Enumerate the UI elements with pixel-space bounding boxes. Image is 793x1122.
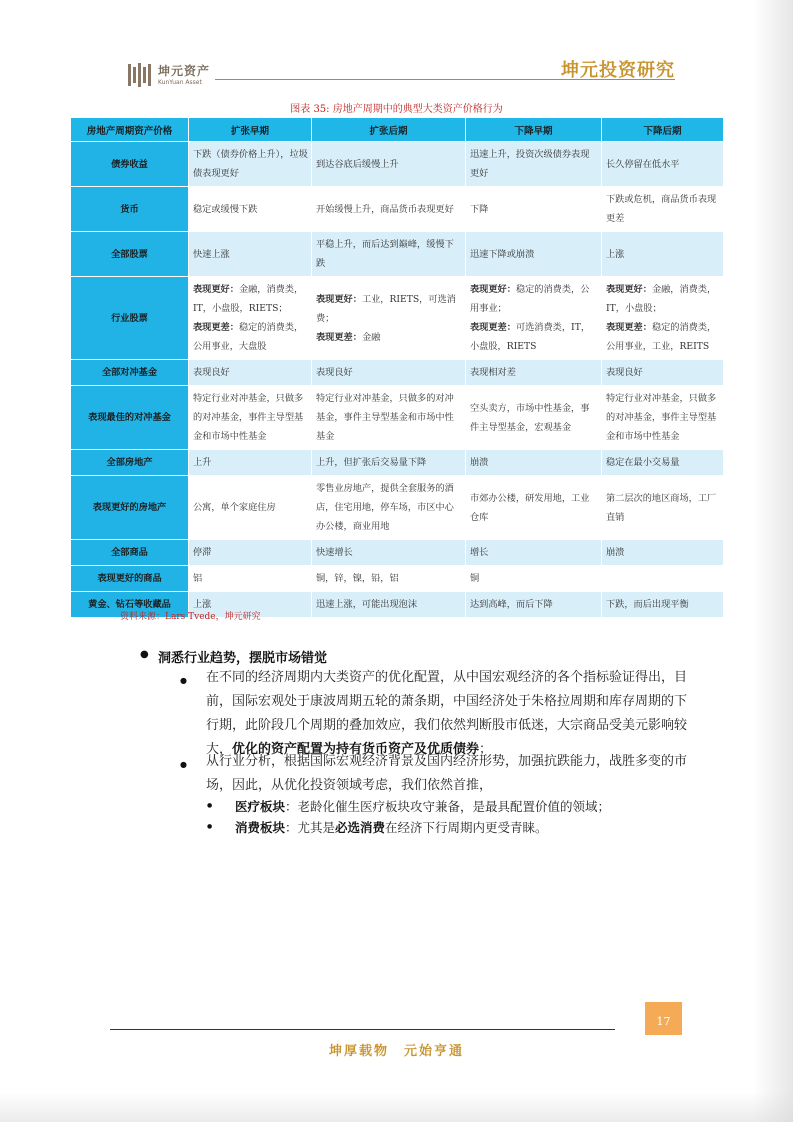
row-label: 全部对冲基金	[71, 360, 189, 386]
better-label: 表现更好：	[193, 284, 239, 295]
table-row	[71, 386, 724, 450]
column-header: 下降后期	[602, 118, 724, 142]
worse-text: 可选消费类，IT，小盘股，RIETS	[470, 322, 591, 352]
table-cell: 迅速上涨，可能出现泡沫	[312, 592, 466, 618]
table-cell	[602, 277, 724, 360]
worse-text: 稳定的消费类，公用事业，大盘股	[193, 322, 304, 352]
bullet-icon: ●	[207, 802, 213, 809]
better-text: 金融，消费类，IT，小盘股，RIETS；	[193, 284, 304, 314]
better-text: 金融，消费类，IT，小盘股；	[606, 284, 717, 314]
table-cell: 迅速下降或崩溃	[466, 232, 602, 277]
report-series-title: 坤元投资研究	[561, 60, 675, 81]
row-label: 全部商品	[71, 540, 189, 566]
row-label: 债券收益	[71, 142, 189, 187]
paragraph-end: ；	[479, 742, 493, 757]
table-cell: 下跌，而后出现平衡	[602, 592, 724, 618]
kunyuan-logo-icon	[126, 61, 152, 89]
worse-label: 表现更差：	[193, 322, 239, 333]
column-header: 扩张后期	[312, 118, 466, 142]
bullet-icon: ●	[207, 823, 213, 830]
table-cell: 特定行业对冲基金，只做多的对冲基金，事件主导型基金和市场中性基金	[602, 386, 724, 450]
table-row	[71, 277, 724, 360]
sub-item-title: 医疗板块	[235, 799, 286, 814]
logo-english-name: KunYuan Asset	[158, 78, 202, 86]
table-cell: 稳定在最小交易量	[602, 450, 724, 476]
table-row	[71, 232, 724, 277]
better-text: 工业，RIETS，可选消费；	[316, 293, 456, 324]
table-row	[71, 142, 724, 187]
table-source-note: 资料来源：Lars Tvede，坤元研究	[120, 612, 261, 622]
section-title: 洞悉行业趋势，摆脱市场错觉	[158, 651, 328, 666]
table-cell: 上升，但扩张后交易量下降	[312, 450, 466, 476]
row-label: 货币	[71, 187, 189, 232]
table-row	[71, 476, 724, 540]
figure-caption: 图表 35: 房地产周期中的典型大类资产价格行为	[290, 104, 503, 115]
row-label: 全部房地产	[71, 450, 189, 476]
footer-motto: 坤厚载物 元始亨通	[328, 1044, 464, 1059]
row-label: 全部股票	[71, 232, 189, 277]
column-header: 扩张早期	[189, 118, 312, 142]
table-row	[71, 187, 724, 232]
sub-item-title: 消费板块	[235, 820, 286, 835]
bullet-icon: ●	[140, 649, 149, 660]
table-cell	[466, 277, 602, 360]
row-label: 黄金、钻石等收藏品	[71, 592, 189, 618]
table-cell: 平稳上升，而后达到巅峰，缓慢下跌	[312, 232, 466, 277]
table-cell: 长久停留在低水平	[602, 142, 724, 187]
table-cell: 下跌（债券价格上升），垃圾债表现更好	[189, 142, 312, 187]
column-header: 下降早期	[466, 118, 602, 142]
better-text: 稳定的消费类，公用事业；	[470, 284, 590, 314]
worse-text: 金融	[361, 331, 381, 343]
row-label: 表现最佳的对冲基金	[71, 386, 189, 450]
sub-item-text: 在经济下行周期内更受青睐。	[385, 820, 548, 835]
paragraph-text: 在不同的经济周期内大类资产的优化配置，从中国宏观经济的各个指标验证得出，目前，国际宏观处于康波周期五轮的萧条期，中国经济处于朱格拉周期和库存周期的下行期，此阶段几个周期的叠加效应，我们依然判断股市低迷，大宗商品受美元影响较大，	[206, 670, 688, 757]
row-label: 行业股票	[71, 277, 189, 360]
table-cell: 表现良好	[312, 360, 466, 386]
sub-item-text: ：老龄化催生医疗板块攻守兼备，是最具配置价值的领域；	[285, 799, 611, 814]
table-cell: 迅速上升，投资次级债券表现更好	[466, 142, 602, 187]
table-cell	[189, 277, 312, 360]
sub-item-consumer	[235, 818, 548, 836]
table-cell: 上升	[189, 450, 312, 476]
paragraph-asset-allocation	[206, 666, 692, 762]
table-cell: 特定行业对冲基金，只做多的对冲基金，事件主导型基金和市场中性基金	[189, 386, 312, 450]
better-label: 表现更好：	[470, 284, 516, 295]
table-row	[71, 360, 724, 386]
table-cell: 特定行业对冲基金，只做多的对冲基金，事件主导型基金和市场中性基金	[312, 386, 466, 450]
table-cell: 铝	[189, 566, 312, 592]
table-row	[71, 450, 724, 476]
row-label: 表现更好的房地产	[71, 476, 189, 540]
asset-price-cycle-table	[70, 117, 724, 618]
sub-item-medical	[235, 797, 610, 815]
better-label: 表现更好：	[316, 293, 362, 305]
table-row	[71, 566, 724, 592]
table-cell	[312, 277, 466, 360]
table-cell: 零售业房地产，提供全套服务的酒店，住宅用地，停车场，市区中心办公楼，商业用地	[312, 476, 466, 540]
table-cell: 铜，锌，镍，铅，铝	[312, 566, 466, 592]
table-cell: 表现良好	[602, 360, 724, 386]
worse-label: 表现更差：	[470, 322, 516, 333]
footer-divider	[110, 1029, 615, 1030]
table-cell: 下降	[466, 187, 602, 232]
bullet-icon: ●	[180, 676, 187, 685]
page-edge-shadow	[753, 0, 793, 1122]
sub-item-emphasis: 必选消费	[335, 820, 386, 835]
table-cell	[602, 566, 724, 592]
sub-item-text: ：尤其是	[285, 820, 336, 835]
table-header-row	[71, 118, 724, 142]
table-cell: 市郊办公楼，研发用地，工业仓库	[466, 476, 602, 540]
worse-label: 表现更差：	[316, 331, 362, 343]
table-cell: 到达谷底后缓慢上升	[312, 142, 466, 187]
table-cell: 崩溃	[466, 450, 602, 476]
table-cell: 表现相对差	[466, 360, 602, 386]
table-cell: 停滞	[189, 540, 312, 566]
table-cell: 第二层次的地区商场，工厂直销	[602, 476, 724, 540]
logo-chinese-name: 坤元资产	[158, 63, 211, 78]
page-number: 17	[645, 1002, 682, 1035]
table-cell: 快速增长	[312, 540, 466, 566]
row-label: 表现更好的商品	[71, 566, 189, 592]
table-cell: 上涨	[189, 592, 312, 618]
table-cell: 开始缓慢上升，商品货币表现更好	[312, 187, 466, 232]
table-cell: 上涨	[602, 232, 724, 277]
table-cell: 空头卖方，市场中性基金，事件主导型基金，宏观基金	[466, 386, 602, 450]
worse-text: 稳定的消费类，公用事业，工业，REITS	[606, 322, 717, 352]
table-row	[71, 540, 724, 566]
column-header: 房地产周期资产价格	[71, 118, 189, 142]
table-cell: 铜	[466, 566, 602, 592]
worse-label: 表现更差：	[606, 322, 652, 333]
table-cell: 下跌或危机，商品货币表现更差	[602, 187, 724, 232]
better-label: 表现更好：	[606, 284, 652, 295]
table-cell: 稳定或缓慢下跌	[189, 187, 312, 232]
table-cell: 快速上涨	[189, 232, 312, 277]
paragraph-emphasis: 优化的资产配置为持有货币资产及优质债券	[232, 742, 480, 757]
company-logo	[126, 60, 210, 90]
bullet-icon: ●	[180, 760, 187, 769]
table-cell: 达到高峰，而后下降	[466, 592, 602, 618]
table-cell: 增长	[466, 540, 602, 566]
page-bottom-shadow	[0, 1092, 793, 1122]
paragraph-industry-analysis: 从行业分析，根据国际宏观经济背景及国内经济形势，加强抗跌能力，战胜多变的市场，因此，从优化投资领域考虑，我们依然首推，	[206, 754, 688, 793]
table-cell: 表现良好	[189, 360, 312, 386]
table-cell: 公寓，单个家庭住房	[189, 476, 312, 540]
table-cell: 崩溃	[602, 540, 724, 566]
